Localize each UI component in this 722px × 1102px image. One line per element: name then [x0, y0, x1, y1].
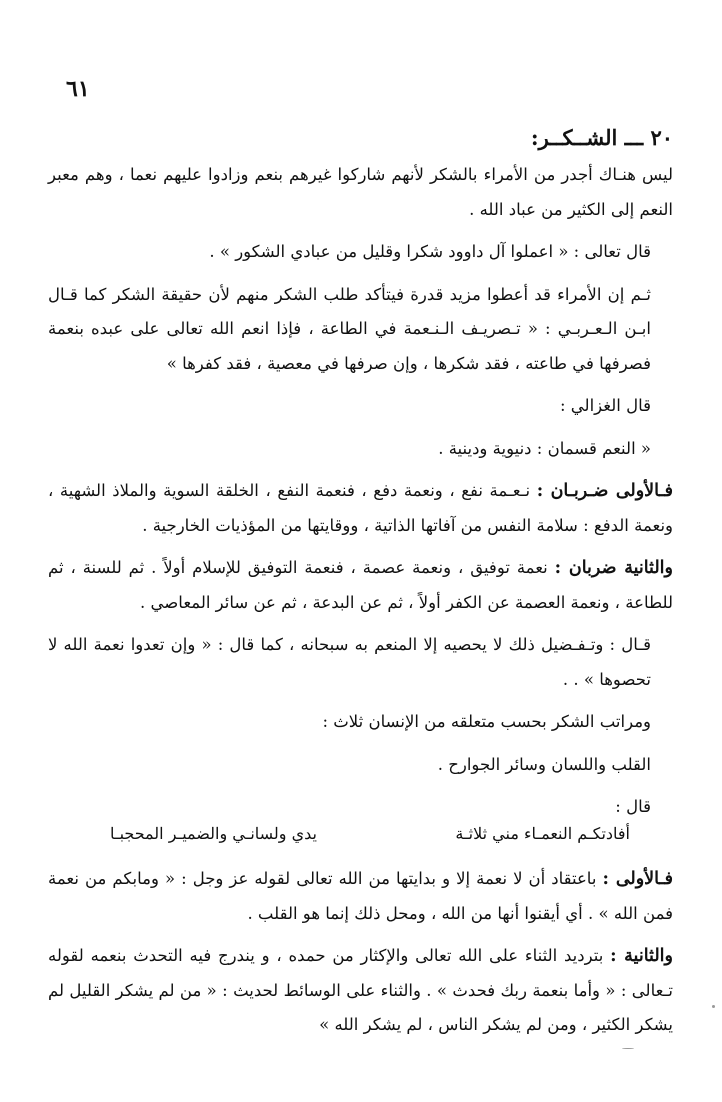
- paper-scratch: [622, 1048, 634, 1049]
- paragraph-blessings-types: « النعم قسمان : دنيوية ودينية .: [438, 438, 651, 458]
- page-body-lower: [48, 862, 673, 1043]
- paragraph-quran-quote: قال تعالى : « اعملوا آل داوود شكرا وقليل من عبادي الشكور » .: [209, 242, 651, 261]
- tongue-text: بترديد الثناء على الله تعالى والإكثار من حمده ، و يندرج فيه التحدث بنعمه لقوله تـعالى : « وأما بنعمة ربك فحدث » . والثناء على الوسائط لحديث : « من لم يشكر القليل لم يشكر الكثير ، ومن لم يشكر الناس ، لم يشكر الله »: [48, 946, 673, 1034]
- second-kind-term: والثانية ضربان :: [554, 558, 673, 578]
- paragraph-second-kind: [48, 551, 673, 620]
- paragraph-poet-intro: قال :: [615, 797, 651, 816]
- heart-term: فـالأولى :: [602, 869, 673, 889]
- paragraph-organs: القلب واللسان وسائر الجوارح .: [437, 754, 651, 774]
- paragraph-ranks: ومراتب الشكر بحسب متعلقه من الإنسان ثلاث :: [322, 712, 651, 731]
- paragraph-ibn-arabi: ثـم إن الأمراء قد أعطوا مزيد قدرة فيتأكد طلب الشكر منهم لأن حقيقة الشكر كما قـال ابـن الـعـربـي : « تـصريـف الـنـعمة في الطاعة ، فإذا انعم الله تعالى على عبده بنعمة فصرفها في طاعته ، فقد شكرها ، وإن صرفها في معصية ، فقد كفرها »: [48, 284, 651, 373]
- verse-second-hemistich: يدي ولسانـي والضميـر المحجبـا: [110, 824, 317, 843]
- paragraph-tongue: [48, 939, 673, 1043]
- second-kind-text: نعمة توفيق ، ونعمة عصمة ، فنعمة التوفيق للإسلام أولاً . ثم للسنة ، ثم للطاعة ، ونعمة العصمة عن الكفر أولاً ، ثم عن البدعة ، ثم عن سائر المعاصي .: [48, 558, 673, 612]
- paragraph-enumeration: قـال : وتـفـضيل ذلك لا يحصيه إلا المنعم به سبحانه ، كما قال : « وإن تعدوا نعمة الله لا تحصوها » . .: [48, 635, 651, 689]
- first-kind-text: نـعـمة نفع ، ونعمة دفع ، فنعمة النفع ، الخلقة السوية والملاذ الشهية ، ونعمة الدفع : سلامة النفس من آفاتها الذاتية ، ووقايتها من المؤذيات الخارجية .: [48, 481, 673, 535]
- verse-first-hemistich: أفادتكـم النعمـاء مني ثلاثـة: [455, 824, 630, 843]
- page-number: ٦١: [66, 76, 90, 102]
- tongue-term: والثانية :: [610, 946, 673, 966]
- first-kind-term: فـالأولى ضـربـان :: [536, 481, 673, 501]
- section-heading: ٢٠ ـــ الشــكــر:: [530, 125, 673, 150]
- heart-text: باعتقاد أن لا نعمة إلا و بدايتها من الله تعالى لقوله عز وجل : « ومابكم من نعمة فمن الله » . أي أيقنوا أنها من الله ، ومحل ذلك إنما هو القلب .: [48, 869, 673, 923]
- paragraph-intro: ليس هنـاك أجدر من الأمراء بالشكر لأنهم شاركوا غيرهم بنعم وزادوا عليهم نعما ، وهم معبر النعم إلى الكثير من عباد الله .: [48, 165, 674, 219]
- paragraph-ghazali-intro: قال الغزالي :: [560, 396, 651, 415]
- page-body: [48, 118, 673, 825]
- paragraph-first-kind: [48, 474, 673, 543]
- poetry-verse: [110, 818, 630, 850]
- paragraph-heart: [48, 862, 673, 931]
- paper-speck: [712, 1005, 715, 1008]
